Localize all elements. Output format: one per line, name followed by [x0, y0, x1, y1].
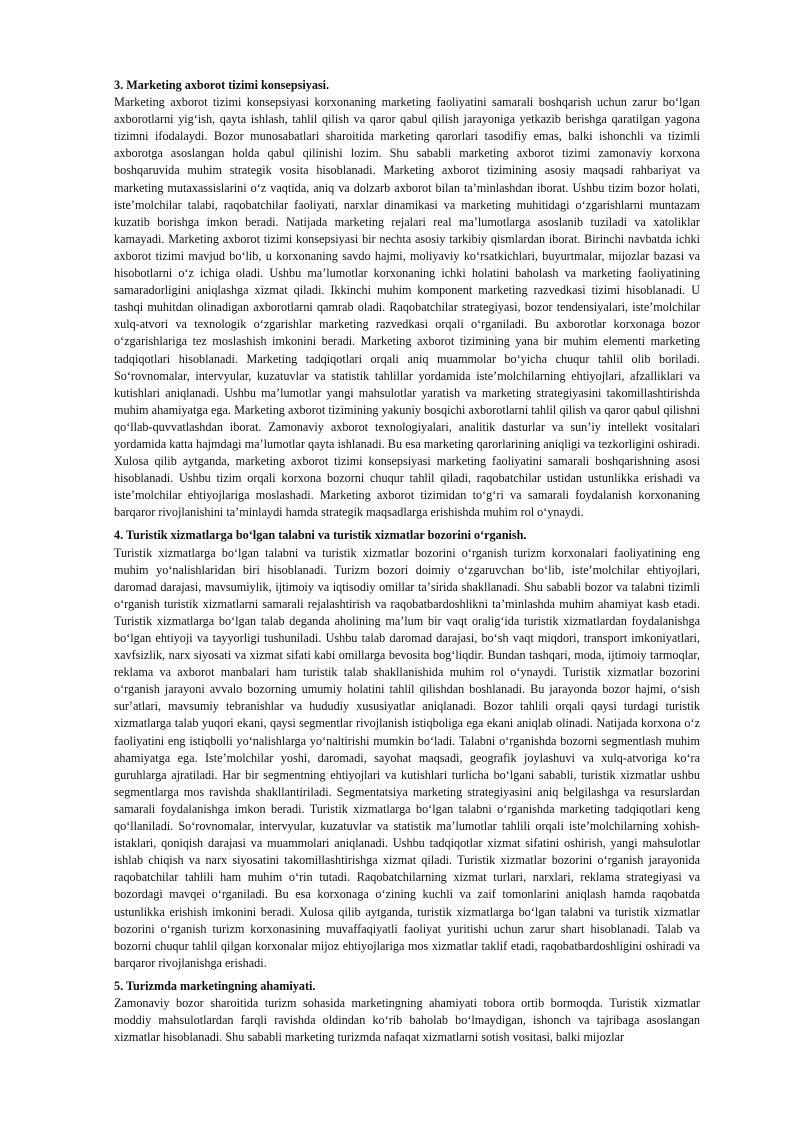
section-body: Turistik xizmatlarga boʻlgan talabni va turistik xizmatlar bozorini oʻrganish turizm korxonalari faoliyatining eng muhim yoʻnalishlaridan biri hisoblanadi. Turizm bozori doimiy oʻzgaruvchan boʻlib, isteʼmolchilar ehtiyojlari, daromad darajasi, mavsumiylik, ijtimoiy va iqtisodiy omillar taʼsirida shakllanadi. Shu sababli bozor va talabni tizimli oʻrganish turistik xizmatlarni samarali rejalashtirish va raqobatbardoshlikni taʼminlashda muhim ahamiyat kasb etadi. Turistik xizmatlarga boʻlgan talab deganda aholining maʼlum bir vaqt oraligʻida turistik xizmatlardan foydalanishga boʻlgan ehtiyoji va tayyorligi tushuniladi. Ushbu talab daromad darajasi, boʻsh vaqt miqdori, transport imkoniyatlari, xavfsizlik, narx siyosati va xizmat sifati kabi omillarga bevosita bogʻliqdir. Bundan tashqari, moda, ijtimoiy tarmoqlar, reklama va axborot manbalari ham turistik talab shakllanishida muhim rol oʻynaydi. Turistik xizmatlar bozorini oʻrganish jarayoni avvalo bozorning umumiy holatini tahlil qilishdan boshlanadi. Bu jarayonda bozor hajmi, oʻsish surʼatlari, mavsumiy tebranishlar va hududiy xususiyatlar aniqlanadi. Bozor tahlili orqali qaysi turdagi turistik xizmatlarga talab yuqori ekani, qaysi segmentlar rivojlanish istiqboliga ega ekani aniqlab olinadi. Natijada korxona oʻz faoliyatini eng istiqbolli yoʻnalishlarga yoʻnaltirishi mumkin boʻladi. Talabni oʻrganishda bozorni segmentlash muhim ahamiyatga ega. Isteʼmolchilar yoshi, daromadi, sayohat maqsadi, geografik joylashuvi va xulq-atvoriga koʻra guruhlarga ajratiladi. Har bir segmentning ehtiyojlari va kutishlari turlicha boʻlgani sababli, turistik xizmatlar ushbu segmentlarga mos ravishda shakllantiriladi. Segmentatsiya marketing strategiyasini aniq belgilashga va resurslardan samarali foydalanishga imkon beradi. Turistik xizmatlarga boʻlgan talabni oʻrganishda marketing tadqiqotlari keng qoʻllaniladi. Soʻrovnomalar, intervyular, kuzatuvlar va statistik maʼlumotlar tahlili orqali isteʼmolchilarning xohish-istaklari, qoniqish darajasi va muammolari aniqlanadi. Ushbu tadqiqotlar xizmat sifatini oshirish, yangi mahsulotlar ishlab chiqish va narx siyosatini takomillashtirishga xizmat qiladi. Turistik xizmatlar bozorini oʻrganish jarayonida raqobatchilar tahlili ham muhim oʻrin tutadi. Raqobatchilarning xizmat turlari, narxlari, reklama strategiyasi va bozordagi mavqei oʻrganiladi. Bu esa korxonaga oʻzining kuchli va zaif tomonlarini aniqlash hamda raqobatda ustunlikka erishish imkonini beradi. Xulosa qilib aytganda, turistik xizmatlarga boʻlgan talabni va turistik xizmatlar bozorini oʻrganish turizm korxonasining muvaffaqiyatli faoliyat yuritishi uchun zarur shart hisoblanadi. Talab va bozorni chuqur tahlil qilgan korxonalar mijoz ehtiyojlariga mos xizmatlar taklif etadi, raqobatbardoshligini oshiradi va barqaror rivojlanishga erishadi. — [114, 545, 700, 970]
document-page — [114, 77, 700, 1052]
section-heading: 3. Marketing axborot tizimi konsepsiyasi. — [114, 78, 330, 92]
section-heading: 4. Turistik xizmatlarga boʻlgan talabni va turistik xizmatlar bozorini oʻrganish. — [114, 528, 527, 543]
section-tourism-demand-market — [114, 527, 700, 971]
section-marketing-information-system — [114, 77, 700, 521]
section-heading: 5. Turizmda marketingning ahamiyati. — [114, 978, 316, 993]
section-body: Marketing axborot tizimi konsepsiyasi korxonaning marketing faoliyatini samarali boshqarish uchun zarur boʻlgan axborotlarni yigʻish, qayta ishlash, tahlil qilish va qaror qabul qilish jarayoniga yetkazib berishga qaratilgan yagona tizimni ifodalaydi. Bozor munosabatlari sharoitida marketing qarorlari tasodifiy emas, balki ishonchli va tizimli axborotga asoslangan holda qabul qilinishi lozim. Shu sababli marketing axborot tizimi zamonaviy korxona boshqaruvida muhim strategik vosita hisoblanadi. Marketing axborot tizimining asosiy maqsadi rahbariyat va marketing mutaxassislarini oʻz vaqtida, aniq va dolzarb axborot bilan taʼminlashdan iborat. Ushbu tizim bozor holati, isteʼmolchilar talabi, raqobatchilar faoliyati, narxlar dinamikasi va marketing muhitidagi oʻzgarishlarni muntazam kuzatib borishga imkon beradi. Natijada marketing rejalari real maʼlumotlarga asoslanib tuziladi va xatoliklar kamayadi. Marketing axborot tizimi konsepsiyasi bir nechta asosiy tarkibiy qismlardan iborat. Birinchi navbatda ichki axborot tizimi mavjud boʻlib, u korxonaning savdo hajmi, moliyaviy koʻrsatkichlari, buyurtmalar, mijozlar bazasi va hisobotlarni oʻz ichiga oladi. Ushbu maʼlumotlar korxonaning ichki holatini baholash va marketing faoliyatining samaradorligini aniqlashga xizmat qiladi. Ikkinchi muhim komponent marketing razvedkasi tizimi hisoblanadi. U tashqi muhitdan olinadigan axborotlarni qamrab oladi. Raqobatchilar strategiyasi, bozor tendensiyalari, isteʼmolchilar xulq-atvori va texnologik oʻzgarishlar marketing razvedkasi orqali oʻrganiladi. Bu axborotlar korxonaga bozor oʻzgarishlariga tez moslashish imkonini beradi. Marketing axborot tizimining yana bir muhim elementi marketing tadqiqotlari hisoblanadi. Marketing tadqiqotlari orqali aniq muammolar boʻyicha chuqur tahlil olib boriladi. Soʻrovnomalar, intervyular, kuzatuvlar va statistik tahlillar yordamida isteʼmolchilarning ehtiyojlari, afzalliklari va kutishlari aniqlanadi. Ushbu maʼlumotlar yangi mahsulotlar yaratish va marketing strategiyasini takomillashtirishda muhim ahamiyatga ega. Marketing axborot tizimining yakuniy bosqichi axborotlarni tahlil qilish va qaror qabul qilishni qoʻllab-quvvatlashdan iborat. Zamonaviy axborot texnologiyalari, analitik dasturlar va sunʼiy intellekt vositalari yordamida katta hajmdagi maʼlumotlar qayta ishlanadi. Bu esa marketing qarorlarining aniqligi va tezkorligini oshiradi. Xulosa qilib aytganda, marketing axborot tizimi konsepsiyasi marketing faoliyatini samarali boshqarishning asosi hisoblanadi. Ushbu tizim orqali korxona bozorni chuqur tahlil qiladi, raqobatchilar ustidan ustunlikka erishadi va isteʼmolchilar ehtiyojlariga moslashadi. Marketing axborot tizimidan toʻgʻri va samarali foydalanish korxonaning barqaror rivojlanishini taʼminlaydi hamda strategik maqsadlarga erishishda muhim rol oʻynaydi. — [114, 95, 700, 520]
section-body: Zamonaviy bozor sharoitida turizm sohasida marketingning ahamiyati tobora ortib bormoqda. Turistik xizmatlar moddiy mahsulotlardan farqli ravishda oldindan koʻrib baholab boʻlmaydigan, ishonch va tajribaga asoslangan xizmatlar hisoblanadi. Shu sababli marketing turizmda nafaqat xizmatlarni sotish vositasi, balki mijozlar — [114, 995, 700, 1045]
section-marketing-importance — [114, 978, 700, 1046]
